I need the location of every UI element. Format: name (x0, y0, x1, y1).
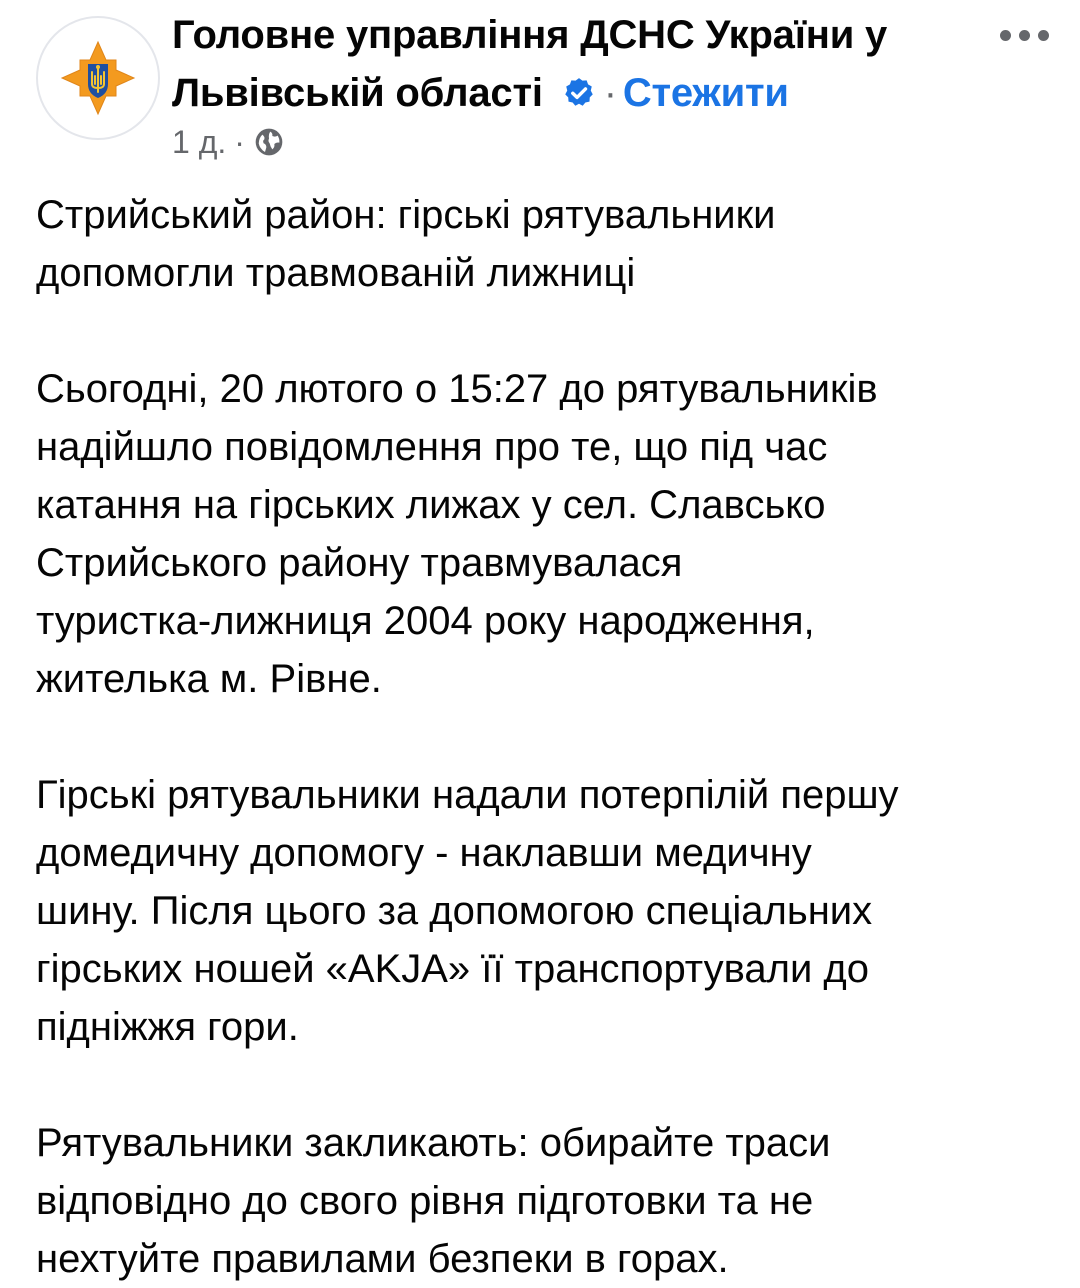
post-header (0, 0, 1080, 170)
post-paragraph-title: Стрийський район: гірські рятувальники допомогли травмованій лижниці (36, 193, 776, 295)
page-name-line2: Львівській області (172, 71, 543, 115)
dsns-emblem-icon (58, 38, 138, 118)
post-paragraph: Гірські рятувальники надали потерпілій першу домедичну допомогу - наклавши медичну шину. Після цього за допомогою спеціальних гірських ношей «AKJA» її транспортували до підніжжя гори. (36, 773, 899, 1049)
post-text (36, 186, 1056, 1288)
post-timestamp[interactable]: 1 д. (172, 123, 227, 160)
ellipsis-icon (1038, 30, 1049, 41)
ellipsis-icon (1019, 30, 1030, 41)
meta-separator: · (234, 123, 245, 160)
verified-badge-icon (562, 76, 596, 110)
post-meta (172, 120, 285, 164)
post-paragraph: Рятувальники закликають: обирайте траси відповідно до свого рівня підготовки та не нехтуйте правилами безпеки в горах. (36, 1121, 831, 1281)
globe-icon[interactable] (253, 126, 285, 158)
post-paragraph: Сьогодні, 20 лютого о 15:27 до рятувальників надійшло повідомлення про те, що під час катання на гірських лижах у сел. Славсько Стрийського району травмувалася туристка-лижниця 2004 року народження, жителька м. Рівне. (36, 367, 878, 701)
page-name-line1: Головне управління ДСНС України у (172, 13, 888, 57)
ellipsis-icon (1000, 30, 1011, 41)
name-separator: · (603, 71, 617, 115)
page-avatar[interactable] (36, 16, 160, 140)
follow-button[interactable]: Стежити (622, 71, 789, 115)
page-name (172, 6, 962, 122)
more-options-button[interactable] (994, 20, 1054, 50)
